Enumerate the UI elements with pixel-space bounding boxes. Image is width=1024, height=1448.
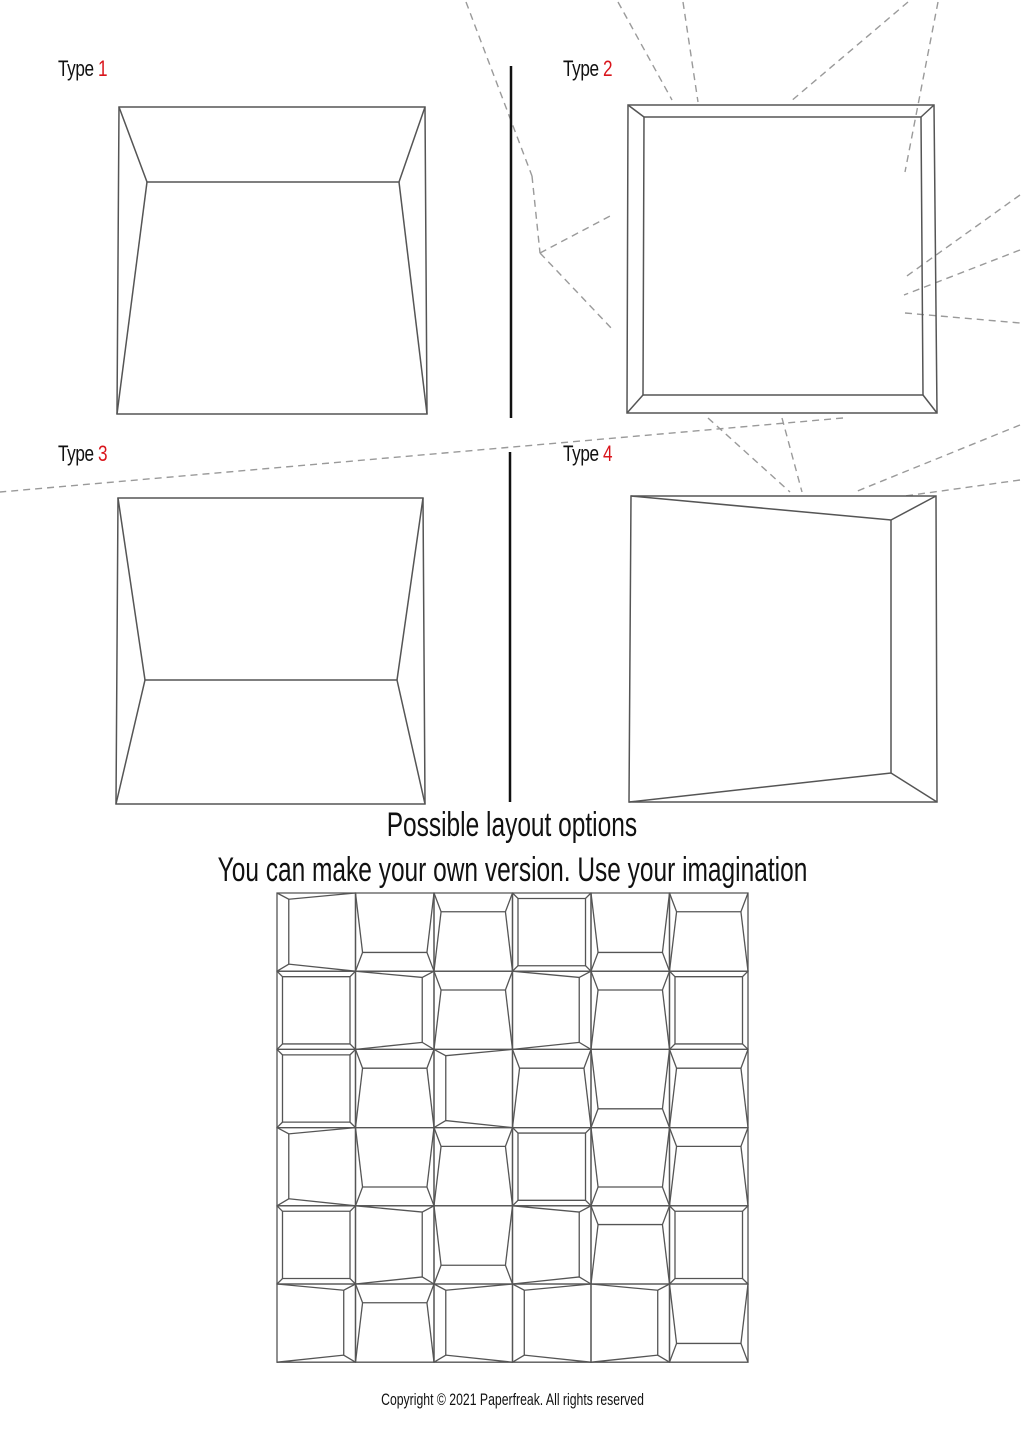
- layout-cell-t4l: [434, 1284, 513, 1362]
- layout-cell-t4r: [513, 971, 592, 1049]
- layout-subheading: [0, 851, 1024, 890]
- layout-cell-t2: [513, 1128, 592, 1206]
- layout-cell-t1: [356, 1049, 435, 1127]
- layout-cell-t1: [513, 1049, 592, 1127]
- layout-heading: [0, 806, 1024, 845]
- layout-cell-t1: [670, 1128, 749, 1206]
- layout-cell-t4l: [277, 893, 356, 971]
- layout-cell-t1: [670, 893, 749, 971]
- layout-cell-t4l: [434, 1049, 513, 1127]
- layout-cell-t4r: [591, 1284, 670, 1362]
- type-prefix: Type: [58, 441, 94, 466]
- layout-cell-t2: [277, 1049, 356, 1127]
- layout-cell-t1: [434, 893, 513, 971]
- layout-cell-t3: [434, 1206, 513, 1284]
- layout-cell-t1: [670, 1049, 749, 1127]
- layout-cell-t1: [356, 1284, 435, 1362]
- layout-cell-t4l: [513, 1284, 592, 1362]
- heading-text: Possible layout options: [386, 806, 638, 844]
- layout-cell-t2: [670, 1206, 749, 1284]
- type-prefix: Type: [563, 441, 599, 466]
- layout-cell-t2: [670, 971, 749, 1049]
- copyright-text: Copyright © 2021 Paperfreak. All rights reserved: [380, 1390, 644, 1409]
- type-number: 2: [603, 56, 613, 81]
- layout-cell-t4r: [356, 1206, 435, 1284]
- type-number: 1: [98, 56, 108, 81]
- layout-cell-t1: [591, 971, 670, 1049]
- copyright-notice: [0, 1390, 1024, 1410]
- layout-grid: [277, 893, 748, 1362]
- type-number: 4: [603, 441, 613, 466]
- layout-cell-t1: [434, 971, 513, 1049]
- layout-cell-t3: [356, 1128, 435, 1206]
- layout-cell-t4r: [513, 1206, 592, 1284]
- layout-cell-t2: [277, 1206, 356, 1284]
- type-prefix: Type: [563, 56, 599, 81]
- layout-cell-t2: [277, 971, 356, 1049]
- type-3-diagram: [116, 498, 425, 804]
- layout-cell-t1: [591, 1206, 670, 1284]
- layout-cell-t4r: [356, 971, 435, 1049]
- subheading-text: You can make your own version. Use your imagination: [217, 851, 807, 889]
- type-prefix: Type: [58, 56, 94, 81]
- layout-cell-t3: [591, 893, 670, 971]
- layout-cell-t3: [591, 1128, 670, 1206]
- layout-cell-t4r: [277, 1284, 356, 1362]
- layout-cell-t2: [513, 893, 592, 971]
- type-4-diagram: [629, 496, 937, 802]
- type-1-diagram: [117, 107, 427, 414]
- type-2-diagram: [627, 105, 937, 413]
- layout-cell-t4l: [277, 1128, 356, 1206]
- layout-cell-t3: [356, 893, 435, 971]
- layout-cell-t1: [434, 1128, 513, 1206]
- type-number: 3: [98, 441, 108, 466]
- layout-cell-t3: [591, 1049, 670, 1127]
- layout-cell-t3: [670, 1284, 749, 1362]
